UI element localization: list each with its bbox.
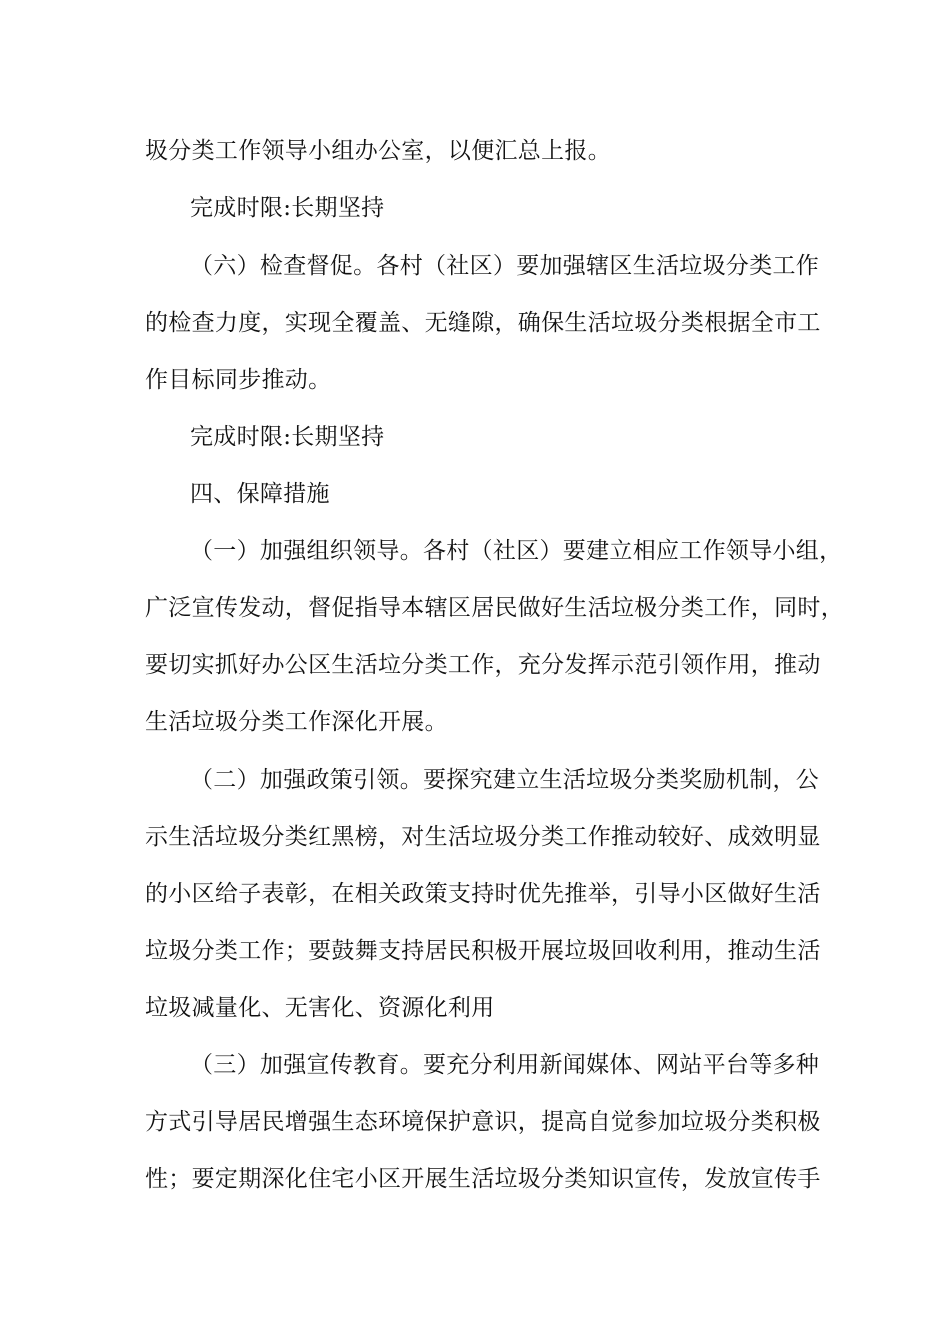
section-heading-policy: （二）加强政策引领。要探究建立生活垃圾分类奖励机制，公: [190, 767, 820, 793]
text-line: 作目标同步推动。: [145, 367, 332, 393]
text-line: 广泛宣传发动，督促指导本辖区居民做好生活垃极分类工作，同时，: [145, 595, 844, 621]
text-line: 的检查力度，实现全覆盖、无缝隙，确保生活垃圾分类根据全市工: [145, 310, 821, 336]
section-heading-publicity: （三）加强宣传教育。要充分利用新闻媒体、网站平台等多种: [190, 1052, 820, 1078]
text-line: 性；要定期深化住宅小区开展生活垃圾分类知识宣传，发放宣传手: [145, 1166, 821, 1192]
section-heading-inspection: （六）检查督促。各村（社区）要加强辖区生活垃圾分类工作: [190, 253, 820, 279]
section-heading-safeguards: 四、保障措施: [190, 481, 330, 507]
text-line: 垃圾分类工作；要鼓舞支持居民积极开展垃圾回收利用，推动生活: [145, 938, 821, 964]
deadline-line: 完成时限:长期坚持: [190, 195, 385, 221]
text-line: 的小区给子表彰，在相关政策支持时优先推举，引导小区做好生活: [145, 881, 821, 907]
section-heading-leadership: （一）加强组织领导。各村（社区）要建立相应工作领导小组，: [190, 538, 843, 564]
text-line: 方式引导居民增强生态环境保护意识，提高自觉参加垃圾分类积极: [145, 1109, 821, 1135]
text-line: 要切实抓好办公区生活垃分类工作，充分发挥示范引领作用，推动: [145, 652, 821, 678]
deadline-line: 完成时限:长期坚持: [190, 424, 385, 450]
text-line: 生活垃圾分类工作深化开展。: [145, 709, 448, 735]
text-line: 圾分类工作领导小组办公室，以便汇总上报。: [145, 138, 611, 164]
text-line: 示生活垃圾分类红黑榜，对生活垃圾分类工作推动较好、成效明显: [145, 824, 821, 850]
text-line: 垃圾减量化、无害化、资源化利用: [145, 995, 495, 1021]
